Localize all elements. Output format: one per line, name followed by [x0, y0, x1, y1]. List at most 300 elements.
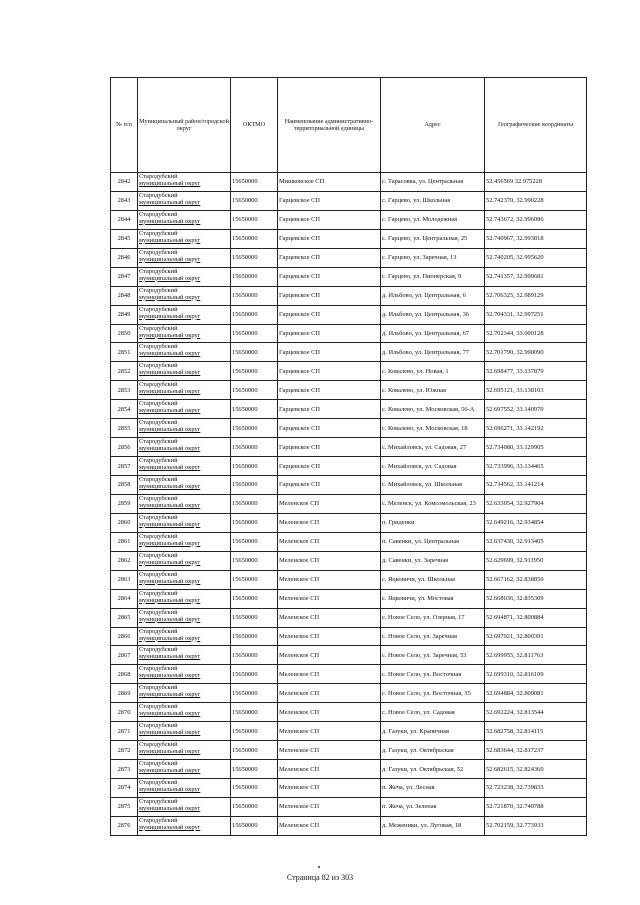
row-coordinates: 52.697552, 33.140970 — [485, 400, 587, 419]
row-coordinates: 52.721870, 32.740788 — [485, 797, 587, 816]
municipality-name: Стародубский — [139, 173, 178, 180]
municipality-name: Стародубский — [139, 400, 178, 408]
table-row — [111, 589, 587, 608]
row-coordinates: 52.698477, 33.137879 — [485, 362, 587, 381]
table-row — [111, 684, 587, 703]
table-row — [111, 760, 587, 779]
row-number: 2867 — [111, 646, 138, 665]
row-number: 2873 — [111, 760, 138, 779]
row-number: 2866 — [111, 627, 138, 646]
row-oktmo: 15650000 — [231, 703, 278, 722]
row-number: 2857 — [111, 457, 138, 476]
table-row — [111, 665, 587, 684]
row-municipality — [138, 248, 231, 267]
row-municipality — [138, 760, 231, 779]
municipality-type: муниципальный округ — [139, 577, 201, 585]
row-municipality — [138, 797, 231, 816]
row-oktmo: 15650000 — [231, 797, 278, 816]
row-coordinates: 52.649216, 32.934854 — [485, 513, 587, 532]
municipality-name: Стародубский — [139, 343, 178, 351]
municipality-name: Стародубский — [139, 229, 178, 237]
municipality-type: муниципальный округ — [139, 691, 201, 699]
municipality-name: Стародубский — [139, 779, 178, 786]
page-number: Страница 82 из 303 — [286, 873, 354, 882]
table-row — [111, 551, 587, 570]
table-row — [111, 286, 587, 305]
row-municipality — [138, 816, 231, 835]
row-oktmo: 15650000 — [231, 210, 278, 229]
row-number: 2871 — [111, 722, 138, 741]
row-oktmo: 15650000 — [231, 722, 278, 741]
row-coordinates: 52.633054, 32.927904 — [485, 494, 587, 513]
row-coordinates: 52.699310, 32.816109 — [485, 665, 587, 684]
row-unit: Меленское СП — [278, 532, 381, 551]
row-oktmo: 15650000 — [231, 438, 278, 457]
row-unit: Гарцевское СП — [278, 305, 381, 324]
table-row — [111, 646, 587, 665]
registry-table — [110, 77, 587, 836]
row-coordinates: 52.743672, 32.996086 — [485, 210, 587, 229]
municipality-name: Стародубский — [139, 646, 178, 654]
municipality-type: муниципальный округ — [139, 293, 201, 301]
municipality-name: Стародубский — [139, 570, 178, 578]
row-number: 2852 — [111, 362, 138, 381]
row-coordinates: 52.740967, 32.993818 — [485, 229, 587, 248]
table-row — [111, 627, 587, 646]
row-oktmo: 15650000 — [231, 684, 278, 703]
row-address: с. Яцковичи, ул. Школьная — [381, 570, 485, 589]
header-address: Адрес — [381, 78, 485, 173]
row-unit: Меленское СП — [278, 570, 381, 589]
municipality-type: муниципальный округ — [139, 464, 201, 472]
municipality-type: муниципальный округ — [139, 786, 201, 793]
row-oktmo: 15650000 — [231, 476, 278, 495]
row-unit: Меленское СП — [278, 684, 381, 703]
row-coordinates: 52.702159, 32.773933 — [485, 816, 587, 835]
row-number: 2843 — [111, 191, 138, 210]
row-coordinates: 52.667162, 32.838850 — [485, 570, 587, 589]
municipality-name: Стародубский — [139, 722, 178, 730]
municipality-type: муниципальный округ — [139, 331, 201, 339]
row-municipality — [138, 173, 231, 192]
row-municipality — [138, 381, 231, 400]
row-address: п. Жеча, ул. Зеленая — [381, 797, 485, 816]
row-oktmo: 15650000 — [231, 362, 278, 381]
row-oktmo: 15650000 — [231, 589, 278, 608]
municipality-name: Стародубский — [139, 494, 178, 502]
row-coordinates: 52.697921, 32.800391 — [485, 627, 587, 646]
municipality-name: Стародубский — [139, 324, 178, 332]
row-coordinates: 52.694871, 32.800884 — [485, 608, 587, 627]
row-address: с. Новое Село, ул. Заречная — [381, 627, 485, 646]
municipality-type: муниципальный округ — [139, 350, 201, 358]
row-oktmo: 15650000 — [231, 267, 278, 286]
row-address: с. Новое Село, ул. Заречная, 53 — [381, 646, 485, 665]
row-unit: Меленское СП — [278, 722, 381, 741]
table-row — [111, 513, 587, 532]
municipality-type: муниципальный округ — [139, 274, 201, 282]
row-municipality — [138, 703, 231, 722]
row-oktmo: 15650000 — [231, 570, 278, 589]
row-municipality — [138, 191, 231, 210]
row-coordinates: 52.723238, 32.739833 — [485, 779, 587, 798]
row-coordinates: 52.741357, 32.999681 — [485, 267, 587, 286]
row-address: п. Гриденки — [381, 513, 485, 532]
row-municipality — [138, 684, 231, 703]
table-row — [111, 381, 587, 400]
row-coordinates: 52.706325, 32.989129 — [485, 286, 587, 305]
row-unit: Гарцевское СП — [278, 476, 381, 495]
row-coordinates: 52.668036, 32.835309 — [485, 589, 587, 608]
table-row — [111, 779, 587, 798]
row-coordinates: 52.692224, 32.813544 — [485, 703, 587, 722]
municipality-name: Стародубский — [139, 627, 178, 635]
row-municipality — [138, 305, 231, 324]
row-unit: Меленское СП — [278, 608, 381, 627]
municipality-type: муниципальный округ — [139, 823, 201, 831]
row-unit: Гарцевское СП — [278, 286, 381, 305]
row-address: д. Газуки, ул. Октябрьская — [381, 741, 485, 760]
row-address: с. Гарцево, ул. Школьная — [381, 191, 485, 210]
row-unit: Гарцевское СП — [278, 400, 381, 419]
municipality-type: муниципальный округ — [139, 388, 201, 396]
row-number: 2859 — [111, 494, 138, 513]
row-unit: Меленское СП — [278, 589, 381, 608]
row-unit: Гарцевское СП — [278, 343, 381, 362]
table-row — [111, 362, 587, 381]
row-oktmo: 15650000 — [231, 324, 278, 343]
table-row — [111, 494, 587, 513]
municipality-name: Стародубский — [139, 381, 178, 389]
municipality-type: муниципальный округ — [139, 672, 201, 680]
row-coordinates: 52.702344, 33.000128 — [485, 324, 587, 343]
row-municipality — [138, 457, 231, 476]
row-unit: Гарцевское СП — [278, 229, 381, 248]
municipality-type: муниципальный округ — [139, 312, 201, 320]
row-address: с. Новое Село, ул. Озерная, 17 — [381, 608, 485, 627]
municipality-name: Стародубский — [139, 419, 178, 427]
table-body — [111, 173, 587, 836]
row-address: с. Михайловск, ул. Школьная — [381, 476, 485, 495]
row-municipality — [138, 589, 231, 608]
municipality-type: муниципальный округ — [139, 217, 201, 225]
table-row — [111, 438, 587, 457]
row-municipality — [138, 551, 231, 570]
row-address: с. Гарцево, ул. Заречная, 13 — [381, 248, 485, 267]
row-municipality — [138, 741, 231, 760]
row-unit: Гарцевское СП — [278, 457, 381, 476]
row-address: с. Михайловск, ул. Садовая, 27 — [381, 438, 485, 457]
row-oktmo: 15650000 — [231, 532, 278, 551]
table-row — [111, 570, 587, 589]
row-municipality — [138, 438, 231, 457]
row-number: 2853 — [111, 381, 138, 400]
row-address: д. Ильбово, ул. Центральная, 6 — [381, 286, 485, 305]
municipality-name: Стародубский — [139, 248, 178, 256]
municipality-name: Стародубский — [139, 286, 178, 294]
row-number: 2862 — [111, 551, 138, 570]
municipality-name: Стародубский — [139, 760, 178, 768]
row-number: 2865 — [111, 608, 138, 627]
municipality-name: Стародубский — [139, 551, 178, 559]
row-number: 2860 — [111, 513, 138, 532]
row-municipality — [138, 665, 231, 684]
municipality-type: муниципальный округ — [139, 710, 201, 718]
municipality-name: Стародубский — [139, 608, 178, 616]
row-oktmo: 15650000 — [231, 400, 278, 419]
row-oktmo: 15650000 — [231, 816, 278, 835]
row-oktmo: 15650000 — [231, 229, 278, 248]
row-municipality — [138, 532, 231, 551]
row-coordinates: 52.696271, 33.142192 — [485, 419, 587, 438]
row-unit: Меленское СП — [278, 494, 381, 513]
table-row — [111, 532, 587, 551]
row-address: д. Ильбово, ул. Центральная, 77 — [381, 343, 485, 362]
row-address: с. Ковалево, ул. Московская, 56-А — [381, 400, 485, 419]
table-row — [111, 191, 587, 210]
row-unit: Гарцевское СП — [278, 210, 381, 229]
municipality-type: муниципальный округ — [139, 729, 201, 737]
table-row — [111, 457, 587, 476]
row-number: 2875 — [111, 797, 138, 816]
municipality-type: муниципальный округ — [139, 369, 201, 377]
municipality-type: муниципальный округ — [139, 407, 201, 415]
row-number: 2842 — [111, 173, 138, 192]
row-oktmo: 15650000 — [231, 494, 278, 513]
table-row — [111, 419, 587, 438]
municipality-name: Стародубский — [139, 267, 178, 275]
table-row — [111, 608, 587, 627]
row-address: с. Новое Село, ул. Восточная — [381, 665, 485, 684]
row-number: 2855 — [111, 419, 138, 438]
row-unit: Меленское СП — [278, 513, 381, 532]
municipality-name: Стародубский — [139, 476, 178, 483]
row-oktmo: 15650000 — [231, 608, 278, 627]
row-oktmo: 15650000 — [231, 646, 278, 665]
row-number: 2848 — [111, 286, 138, 305]
table-row — [111, 229, 587, 248]
table-row — [111, 703, 587, 722]
row-municipality — [138, 210, 231, 229]
municipality-name: Стародубский — [139, 665, 178, 673]
row-municipality — [138, 570, 231, 589]
row-municipality — [138, 343, 231, 362]
row-address: д. Газуки, ул. Октябрьская, 52 — [381, 760, 485, 779]
row-municipality — [138, 646, 231, 665]
municipality-type: муниципальный округ — [139, 255, 201, 263]
row-municipality — [138, 267, 231, 286]
table-row — [111, 248, 587, 267]
row-coordinates: 52.695121, 33.138103 — [485, 381, 587, 400]
table-header — [111, 78, 587, 173]
row-number: 2864 — [111, 589, 138, 608]
row-address: д. Газуки, ул. Крапичная — [381, 722, 485, 741]
row-number: 2876 — [111, 816, 138, 835]
row-municipality — [138, 722, 231, 741]
municipality-name: Стародубский — [139, 362, 178, 370]
row-coordinates: 52.734080, 33.129905 — [485, 438, 587, 457]
row-unit: Меленское СП — [278, 646, 381, 665]
row-number: 2851 — [111, 343, 138, 362]
row-oktmo: 15650000 — [231, 741, 278, 760]
row-unit: Гарцевское СП — [278, 191, 381, 210]
row-coordinates: 52.456569 32.975228 — [485, 173, 587, 192]
row-coordinates: 52.682758, 32.814115 — [485, 722, 587, 741]
row-number: 2858 — [111, 476, 138, 495]
row-number: 2874 — [111, 779, 138, 798]
row-address: с. Меленск, ул. Комсомольская, 23 — [381, 494, 485, 513]
table-row — [111, 324, 587, 343]
row-oktmo: 15650000 — [231, 191, 278, 210]
municipality-type: муниципальный округ — [139, 539, 201, 547]
row-address: п. Савенки, ул. Центральная — [381, 532, 485, 551]
row-address: с. Ковалево, ул. Московская, 18 — [381, 419, 485, 438]
row-unit: Меленское СП — [278, 760, 381, 779]
table-row — [111, 741, 587, 760]
row-municipality — [138, 229, 231, 248]
municipality-type: муниципальный округ — [139, 596, 201, 604]
municipality-type: муниципальный округ — [139, 767, 201, 775]
row-address: д. Ильбово, ул. Центральная, 67 — [381, 324, 485, 343]
row-number: 2868 — [111, 665, 138, 684]
row-address: д. Ильбово, ул. Центральная, 36 — [381, 305, 485, 324]
page-mark — [318, 866, 320, 868]
municipality-type: муниципальный округ — [139, 198, 201, 206]
row-municipality — [138, 362, 231, 381]
municipality-type: муниципальный округ — [139, 236, 201, 244]
row-oktmo: 15650000 — [231, 760, 278, 779]
row-address: с. Михайловск, ул. Садовая — [381, 457, 485, 476]
municipality-type: муниципальный округ — [139, 615, 201, 623]
row-coordinates: 52.704331, 32.997251 — [485, 305, 587, 324]
municipality-type: муниципальный округ — [139, 180, 201, 187]
municipality-name: Стародубский — [139, 589, 178, 597]
row-municipality — [138, 779, 231, 798]
municipality-type: муниципальный округ — [139, 426, 201, 434]
row-number: 2861 — [111, 532, 138, 551]
row-coordinates: 52.629699, 32.911950 — [485, 551, 587, 570]
row-oktmo: 15650000 — [231, 343, 278, 362]
row-coordinates: 52.683644, 32.817237 — [485, 741, 587, 760]
row-address: с. Ковалево, ул. Новая, 1 — [381, 362, 485, 381]
municipality-name: Стародубский — [139, 305, 178, 313]
row-municipality — [138, 400, 231, 419]
row-number: 2872 — [111, 741, 138, 760]
row-oktmo: 15650000 — [231, 627, 278, 646]
row-municipality — [138, 476, 231, 495]
row-oktmo: 15650000 — [231, 779, 278, 798]
row-coordinates: 52.694884, 32.809081 — [485, 684, 587, 703]
table-row — [111, 722, 587, 741]
row-number: 2849 — [111, 305, 138, 324]
table-row — [111, 400, 587, 419]
municipality-name: Стародубский — [139, 816, 178, 824]
municipality-name: Стародубский — [139, 741, 178, 749]
row-number: 2844 — [111, 210, 138, 229]
row-unit: Меленское СП — [278, 779, 381, 798]
row-municipality — [138, 286, 231, 305]
row-coordinates: 52.733996, 33.134465 — [485, 457, 587, 476]
row-address: с. Тарасовка, ул. Центральная — [381, 173, 485, 192]
municipality-type: муниципальный округ — [139, 748, 201, 756]
row-number: 2850 — [111, 324, 138, 343]
row-unit: Меленское СП — [278, 703, 381, 722]
municipality-name: Стародубский — [139, 513, 178, 521]
municipality-name: Стародубский — [139, 457, 178, 465]
row-municipality — [138, 608, 231, 627]
municipality-name: Стародубский — [139, 703, 178, 711]
table-row — [111, 210, 587, 229]
municipality-name: Стародубский — [139, 684, 178, 692]
row-unit: Меленское СП — [278, 741, 381, 760]
row-unit: Меленское СП — [278, 797, 381, 816]
row-oktmo: 15650000 — [231, 551, 278, 570]
row-oktmo: 15650000 — [231, 305, 278, 324]
row-address: с. Гарцево, ул. Центральная, 25 — [381, 229, 485, 248]
row-unit: Меленское СП — [278, 816, 381, 835]
municipality-name: Стародубский — [139, 191, 178, 199]
table-row — [111, 476, 587, 495]
row-address: с. Новое Село, ул. Восточная, 35 — [381, 684, 485, 703]
row-municipality — [138, 419, 231, 438]
row-address: с. Новое Село, ул. Садовая — [381, 703, 485, 722]
municipality-type: муниципальный округ — [139, 501, 201, 509]
header-oktmo: ОКТМО — [231, 78, 278, 173]
row-oktmo: 15650000 — [231, 381, 278, 400]
municipality-name: Стародубский — [139, 438, 178, 446]
row-coordinates: 52.742370, 32.990228 — [485, 191, 587, 210]
row-address: д. Савенки, ул. Заречная — [381, 551, 485, 570]
row-coordinates: 52.734562, 33.141214 — [485, 476, 587, 495]
row-unit: Гарцевское СП — [278, 324, 381, 343]
row-coordinates: 52.701790, 32.990090 — [485, 343, 587, 362]
row-number: 2863 — [111, 570, 138, 589]
row-municipality — [138, 513, 231, 532]
row-unit: Гарцевское СП — [278, 267, 381, 286]
row-oktmo: 15650000 — [231, 173, 278, 192]
table-row — [111, 797, 587, 816]
row-number: 2846 — [111, 248, 138, 267]
table-row — [111, 305, 587, 324]
row-unit: Гарцевское СП — [278, 248, 381, 267]
municipality-type: муниципальный округ — [139, 520, 201, 528]
row-oktmo: 15650000 — [231, 457, 278, 476]
municipality-type: муниципальный округ — [139, 558, 201, 566]
row-unit: Мишковское СП — [278, 173, 381, 192]
row-municipality — [138, 324, 231, 343]
municipality-type: муниципальный округ — [139, 483, 201, 490]
row-unit: Меленское СП — [278, 627, 381, 646]
row-coordinates: 52.740205, 32.995620 — [485, 248, 587, 267]
row-unit: Меленское СП — [278, 551, 381, 570]
municipality-type: муниципальный округ — [139, 653, 201, 661]
municipality-name: Стародубский — [139, 797, 178, 805]
row-municipality — [138, 494, 231, 513]
header-unit: Наименование административно-территориальной единицы — [278, 78, 381, 173]
row-unit: Гарцевское СП — [278, 419, 381, 438]
header-number: № п/п — [111, 78, 138, 173]
municipality-type: муниципальный округ — [139, 804, 201, 812]
row-number: 2845 — [111, 229, 138, 248]
row-address: с. Гарцево, ул. Пионерская, 9 — [381, 267, 485, 286]
row-oktmo: 15650000 — [231, 286, 278, 305]
row-address: с. Яцковичи, ул. Мостовая — [381, 589, 485, 608]
row-number: 2856 — [111, 438, 138, 457]
row-coordinates: 52.699955, 32.811763 — [485, 646, 587, 665]
header-coordinates: Географические координаты — [485, 78, 587, 173]
municipality-type: муниципальный округ — [139, 634, 201, 642]
row-unit: Меленское СП — [278, 665, 381, 684]
